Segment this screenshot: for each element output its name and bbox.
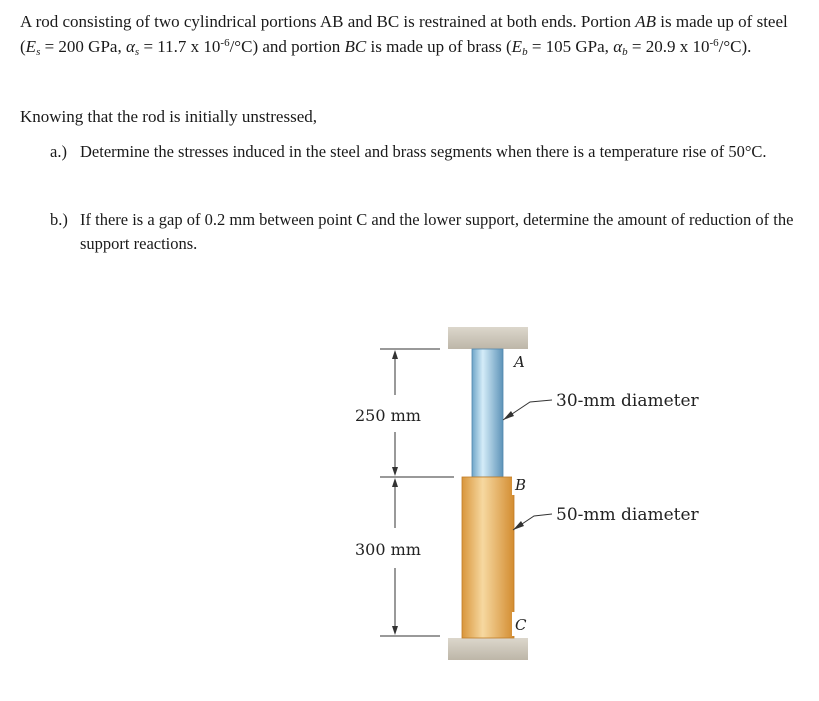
condition-text: Knowing that the rod is initially unstressed, — [20, 107, 317, 126]
arrowhead-down — [392, 626, 398, 635]
statement-text: A rod consisting of two cylindrical portions AB and BC is restrained at both ends. Portion — [20, 12, 636, 31]
question-number: b.) — [50, 210, 68, 229]
arrowhead-up — [392, 478, 398, 487]
diameter-bc-label: 50-mm diameter — [556, 505, 699, 525]
subscript: b — [522, 46, 528, 58]
rod-figure — [340, 320, 720, 665]
statement-text: /°C). — [718, 37, 752, 56]
arrowhead-down — [392, 467, 398, 476]
arrowhead-up — [392, 350, 398, 359]
steel-alpha-symbol: α — [125, 37, 135, 56]
arrowhead-leader — [513, 521, 524, 530]
problem-statement — [20, 9, 810, 59]
exponent: -6 — [709, 37, 719, 49]
point-b-label: B — [515, 476, 527, 494]
statement-text: = 200 GPa, — [40, 37, 126, 56]
portion-bc-label: BC — [344, 37, 367, 56]
subscript: s — [134, 46, 140, 58]
dimension-ab-label: 250 mm — [355, 406, 421, 425]
dimension-bc-label: 300 mm — [355, 540, 421, 559]
steel-segment-ab — [472, 349, 503, 477]
brass-modulus-symbol: E — [511, 37, 523, 56]
brass-alpha-symbol: α — [613, 37, 623, 56]
steel-modulus-symbol: E — [25, 37, 37, 56]
statement-text: = 105 GPa, — [527, 37, 614, 56]
statement-text: = 20.9 x 10 — [627, 37, 710, 56]
exponent: -6 — [220, 37, 230, 49]
question-text: Determine the stresses induced in the steel and brass segments when there is a temperature rise of 50°C. — [80, 142, 767, 161]
top-support — [448, 327, 528, 349]
subscript: s — [36, 46, 41, 58]
question-text: If there is a gap of 0.2 mm between point C and the lower support, determine the amount of reduction of the support reactions. — [80, 210, 794, 253]
point-c-label: C — [515, 616, 527, 634]
portion-ab-label: AB — [635, 12, 657, 31]
question-number: a.) — [50, 142, 67, 161]
subscript: b — [622, 46, 628, 58]
statement-text: is made up of brass ( — [366, 37, 512, 56]
bottom-support — [448, 638, 528, 660]
point-a-label: A — [514, 353, 525, 371]
arrowhead-leader — [503, 411, 514, 420]
diameter-ab-label: 30-mm diameter — [556, 391, 699, 411]
statement-text: = 11.7 x 10 — [139, 37, 221, 56]
brass-segment-bc — [462, 477, 514, 638]
statement-text: /°C) and portion — [229, 37, 345, 56]
statement-text: is made up of steel ( — [20, 12, 788, 56]
